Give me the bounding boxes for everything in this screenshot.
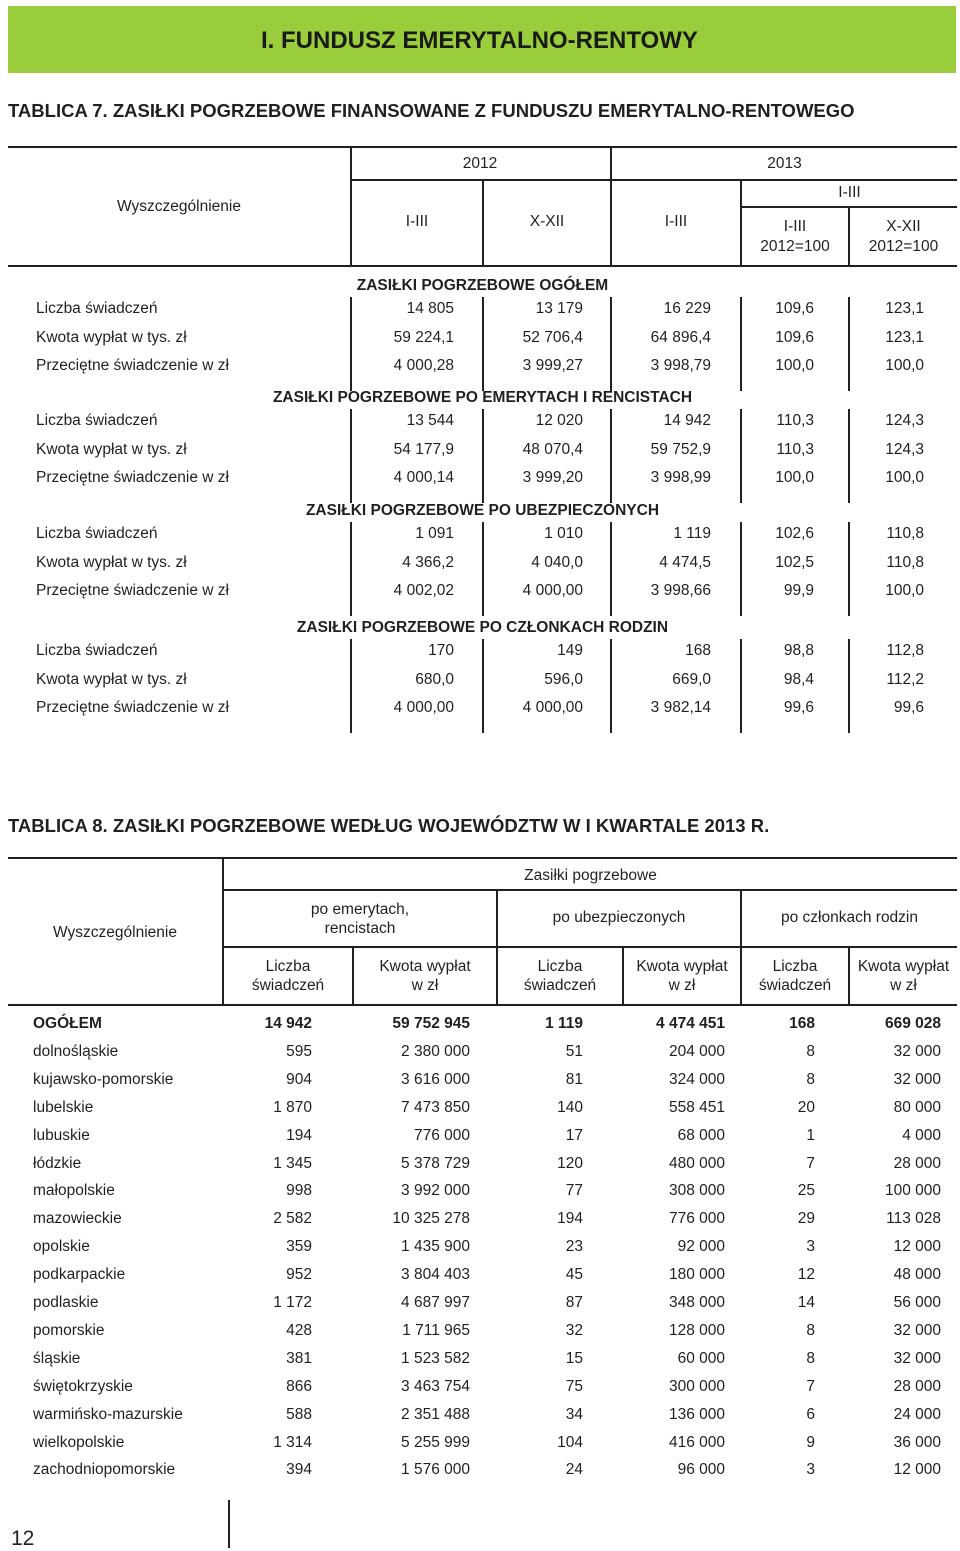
table8-cell: 7 bbox=[806, 1154, 815, 1172]
table8-cell: 87 bbox=[565, 1294, 583, 1311]
table8-row-label: podlaskie bbox=[33, 1294, 99, 1311]
table8-cell: 45 bbox=[565, 1266, 583, 1284]
table7-cell: 12 020 bbox=[535, 412, 583, 429]
table8-cell: 1 576 000 bbox=[401, 1461, 470, 1479]
table8-row-label: mazowieckie bbox=[33, 1210, 122, 1228]
table7-section-title: ZASIŁKI POGRZEBOWE PO CZŁONKACH RODZIN bbox=[296, 619, 669, 636]
table8-cell: 324 000 bbox=[668, 1070, 725, 1088]
table7-column-divider bbox=[482, 639, 484, 733]
table7-top-rule bbox=[8, 146, 957, 148]
table7-column-divider bbox=[740, 639, 742, 733]
table8-cell: 5 378 729 bbox=[401, 1154, 470, 1172]
table7-cell: 3 982,14 bbox=[650, 699, 711, 716]
table7-column-divider bbox=[848, 409, 850, 503]
table7-cell: 3 998,66 bbox=[650, 582, 711, 599]
table7-row-label: Kwota wypłat w tys. zł bbox=[36, 553, 187, 571]
table8-sub-amount-3a: Kwota wypłat bbox=[857, 958, 950, 975]
table7-row-label: Liczba świadczeń bbox=[36, 300, 158, 317]
table7-column-divider bbox=[482, 297, 484, 391]
table8-cell: 68 000 bbox=[677, 1126, 725, 1144]
table7-column-divider bbox=[848, 639, 850, 733]
table7-column-divider bbox=[350, 297, 352, 391]
table8-sub-amount-3b: w zł bbox=[890, 977, 917, 994]
table8-cell: 1 119 bbox=[545, 1015, 583, 1032]
table8-cell: 998 bbox=[286, 1182, 312, 1200]
table7-cell: 100,0 bbox=[885, 357, 924, 374]
table8-cell: 381 bbox=[286, 1349, 312, 1367]
table8-cell: 32 000 bbox=[893, 1070, 941, 1088]
table8-cell: 588 bbox=[286, 1405, 312, 1423]
table8-header-bottom-rule bbox=[8, 1004, 957, 1006]
table8-cell: 7 bbox=[806, 1377, 815, 1395]
table8-cell: 81 bbox=[565, 1070, 583, 1088]
table8-cell: 120 bbox=[557, 1154, 583, 1172]
table7-section-title: ZASIŁKI POGRZEBOWE PO EMERYTACH I RENCISTACH bbox=[272, 389, 693, 406]
table8-cell: 100 000 bbox=[884, 1182, 941, 1200]
table8-row-label: podkarpackie bbox=[33, 1266, 126, 1284]
table8-cell: 92 000 bbox=[677, 1238, 725, 1256]
table8-cell: 15 bbox=[565, 1349, 583, 1367]
table7-cell: 3 998,79 bbox=[650, 357, 711, 374]
table7-cell: 14 805 bbox=[406, 300, 454, 317]
table7-cell: 149 bbox=[557, 642, 583, 659]
table8-cell: 4 474 451 bbox=[656, 1015, 725, 1032]
table8-cell: 17 bbox=[565, 1126, 583, 1144]
table8-cell: 1 bbox=[806, 1126, 815, 1144]
table8-row-label: lubuskie bbox=[33, 1126, 90, 1144]
table8-cell: 80 000 bbox=[893, 1098, 941, 1116]
table8-cell: 194 bbox=[286, 1126, 312, 1144]
table7-cell: 112,2 bbox=[886, 670, 924, 688]
table8-cell: 59 752 945 bbox=[392, 1015, 470, 1032]
table7-col-x-xii-2012: X-XII bbox=[529, 213, 565, 230]
table7-column-divider bbox=[350, 409, 352, 503]
table7-column-divider bbox=[610, 409, 612, 503]
table7-cell: 14 942 bbox=[663, 412, 711, 429]
table8-group-retirees-line1: po emerytach, bbox=[310, 901, 410, 918]
table7-column-divider bbox=[740, 409, 742, 503]
table7-column-divider bbox=[848, 522, 850, 616]
page-number-box bbox=[8, 1500, 230, 1548]
table8-cell: 29 bbox=[797, 1210, 815, 1228]
table8-cell: 480 000 bbox=[668, 1154, 725, 1172]
table8-cell: 23 bbox=[565, 1238, 583, 1256]
table7-cell: 99,9 bbox=[783, 582, 814, 599]
table8-cell: 204 000 bbox=[668, 1042, 725, 1060]
table8-cell: 952 bbox=[286, 1266, 312, 1284]
table8-cell: 3 992 000 bbox=[401, 1182, 470, 1200]
table7-cell: 102,6 bbox=[775, 525, 814, 542]
table8-cell: 904 bbox=[286, 1070, 312, 1088]
table7-cell: 1 010 bbox=[544, 525, 583, 542]
table7-column-divider bbox=[740, 297, 742, 391]
table7-col-index-x-xii-base: 2012=100 bbox=[868, 238, 939, 255]
table7-cell: 13 179 bbox=[535, 300, 583, 317]
table8-row-label: pomorskie bbox=[33, 1321, 105, 1339]
table8-cell: 428 bbox=[286, 1321, 312, 1339]
table8-cell: 866 bbox=[286, 1377, 312, 1395]
table8-group-title: Zasiłki pogrzebowe bbox=[524, 867, 657, 884]
table8-row-label: warmińsko-mazurskie bbox=[33, 1405, 183, 1423]
table7-cell: 3 999,27 bbox=[522, 357, 583, 374]
table7-cell: 110,3 bbox=[776, 440, 814, 458]
table8-sub-count-1b: świadczeń bbox=[251, 977, 325, 994]
table7-cell: 4 000,28 bbox=[393, 357, 454, 374]
table8-cell: 20 bbox=[797, 1098, 815, 1116]
table8-title: TABLICA 8. ZASIŁKI POGRZEBOWE WEDŁUG WOJEWÓDZTW W I KWARTALE 2013 R. bbox=[8, 815, 770, 836]
table8-cell: 28 000 bbox=[893, 1377, 941, 1395]
table8-cell: 32 000 bbox=[893, 1321, 941, 1339]
table8-cell: 12 bbox=[797, 1266, 815, 1284]
table8-row-label: OGÓŁEM bbox=[33, 1015, 102, 1032]
table7-row-label: Przeciętne świadczenie w zł bbox=[36, 699, 229, 716]
table7-cell: 109,6 bbox=[775, 328, 814, 346]
table8-cell: 168 bbox=[789, 1015, 815, 1032]
table8-sub-count-1a: Liczba bbox=[265, 958, 311, 975]
table7-column-divider bbox=[610, 522, 612, 616]
table8-cell: 32 bbox=[565, 1321, 583, 1339]
table7-cell: 48 070,4 bbox=[522, 440, 583, 458]
table7-cell: 4 000,00 bbox=[522, 582, 583, 599]
table8-cell: 96 000 bbox=[677, 1461, 725, 1479]
table7-col-i-iii-2013: I-III bbox=[664, 213, 688, 230]
table8-cell: 776 000 bbox=[413, 1126, 470, 1144]
table7-cell: 123,1 bbox=[885, 328, 924, 346]
table7-cell: 110,8 bbox=[886, 553, 924, 571]
table8-cell: 32 000 bbox=[893, 1349, 941, 1367]
table8-group-family: po członkach rodzin bbox=[781, 909, 918, 926]
table8-cell: 32 000 bbox=[893, 1042, 941, 1060]
table7-cell: 1 119 bbox=[673, 525, 711, 542]
table8-cell: 348 000 bbox=[668, 1294, 725, 1311]
table8-cell: 51 bbox=[565, 1042, 583, 1060]
table7-section-title: ZASIŁKI POGRZEBOWE PO UBEZPIECZONYCH bbox=[305, 502, 660, 519]
table8-cell: 60 000 bbox=[677, 1349, 725, 1367]
table8-cell: 669 028 bbox=[884, 1015, 941, 1032]
table8-cell: 1 870 bbox=[273, 1098, 312, 1116]
table7-cell: 112,8 bbox=[886, 642, 924, 659]
table7-cell: 3 999,20 bbox=[522, 469, 583, 486]
table8-row-label: dolnośląskie bbox=[33, 1042, 119, 1060]
table8-cell: 75 bbox=[565, 1377, 583, 1395]
table7-cell: 110,8 bbox=[886, 525, 924, 542]
table8-row-label: małopolskie bbox=[33, 1182, 115, 1200]
table7-column-divider bbox=[350, 639, 352, 733]
chapter-title: I. FUNDUSZ EMERYTALNO-RENTOWY bbox=[261, 27, 698, 54]
table7-cell: 16 229 bbox=[663, 300, 711, 317]
table8-sub-count-3a: Liczba bbox=[772, 958, 818, 975]
table8-sub-amount-2b: w zł bbox=[668, 977, 696, 994]
table7-cell: 13 544 bbox=[406, 412, 454, 429]
table7-cell: 170 bbox=[428, 642, 454, 659]
table8-cell: 3 bbox=[806, 1461, 815, 1479]
table7-row-label: Kwota wypłat w tys. zł bbox=[36, 670, 187, 688]
table7-row-label: Kwota wypłat w tys. zł bbox=[36, 328, 187, 346]
table7-column-divider bbox=[482, 409, 484, 503]
table7-cell: 124,3 bbox=[885, 412, 924, 429]
table8-cell: 308 000 bbox=[668, 1182, 725, 1200]
table8-cell: 14 bbox=[797, 1294, 815, 1311]
table8-cell: 77 bbox=[565, 1182, 583, 1200]
table7-title: TABLICA 7. ZASIŁKI POGRZEBOWE FINANSOWANE Z FUNDUSZU EMERYTALNO-RENTOWEGO bbox=[8, 100, 855, 121]
table8-row-label: łódzkie bbox=[33, 1154, 82, 1172]
table7-cell: 100,0 bbox=[775, 469, 814, 486]
table7-cell: 99,6 bbox=[893, 699, 924, 716]
table8-cell: 6 bbox=[806, 1405, 815, 1423]
table8-top-rule bbox=[8, 857, 957, 859]
table8-cell: 416 000 bbox=[668, 1433, 725, 1451]
table7-column-divider bbox=[610, 297, 612, 391]
table7-cell: 64 896,4 bbox=[650, 328, 711, 346]
table8-cell: 1 711 965 bbox=[402, 1321, 470, 1339]
table7-row-label: Przeciętne świadczenie w zł bbox=[36, 469, 229, 486]
table7-cell: 102,5 bbox=[775, 553, 814, 571]
table8-cell: 56 000 bbox=[893, 1294, 941, 1311]
table7-year-2012: 2012 bbox=[462, 155, 498, 172]
table7-column-divider bbox=[610, 639, 612, 733]
table8-cell: 14 942 bbox=[264, 1015, 312, 1032]
table8-row-label: zachodniopomorskie bbox=[33, 1461, 176, 1479]
table7-cell: 168 bbox=[685, 642, 711, 659]
table8-cell: 36 000 bbox=[893, 1433, 941, 1451]
table8-cell: 3 bbox=[806, 1238, 815, 1256]
table8-cell: 1 314 bbox=[273, 1433, 312, 1451]
table7-column-divider bbox=[848, 297, 850, 391]
table8-group-retirees-line2: rencistach bbox=[324, 920, 396, 937]
table7-cell: 100,0 bbox=[885, 469, 924, 486]
table7-cell: 4 000,14 bbox=[393, 469, 454, 486]
table8-cell: 1 345 bbox=[273, 1154, 312, 1172]
table7-cell: 109,6 bbox=[775, 300, 814, 317]
table7-row-label: Przeciętne świadczenie w zł bbox=[36, 357, 229, 374]
table7-cell: 3 998,99 bbox=[650, 469, 711, 486]
table8-sub-count-3b: świadczeń bbox=[758, 977, 832, 994]
table8-cell: 12 000 bbox=[893, 1238, 941, 1256]
table8-cell: 24 000 bbox=[893, 1405, 941, 1423]
table8-cell: 3 463 754 bbox=[401, 1377, 470, 1395]
table7-cell: 4 000,00 bbox=[393, 699, 454, 716]
table8-sub-amount-1b: w zł bbox=[411, 977, 439, 994]
table7-row-label: Przeciętne świadczenie w zł bbox=[36, 582, 229, 599]
table8-cell: 8 bbox=[806, 1070, 815, 1088]
table7-row-label: Liczba świadczeń bbox=[36, 642, 158, 659]
table8-cell: 136 000 bbox=[668, 1405, 725, 1423]
table7-year-2013: 2013 bbox=[767, 155, 802, 172]
table7-cell: 52 706,4 bbox=[522, 328, 583, 346]
table7-col-label: Wyszczególnienie bbox=[117, 198, 241, 215]
table7-cell: 4 366,2 bbox=[402, 553, 454, 571]
table8-cell: 24 bbox=[565, 1461, 583, 1479]
table7-cell: 124,3 bbox=[885, 440, 924, 458]
table7-group-i-iii: I-III bbox=[838, 184, 861, 201]
table7-column-divider bbox=[350, 522, 352, 616]
table8-cell: 5 255 999 bbox=[401, 1433, 470, 1451]
table7-cell: 100,0 bbox=[885, 582, 924, 599]
table8-cell: 300 000 bbox=[668, 1377, 725, 1395]
table7-cell: 596,0 bbox=[544, 670, 583, 688]
table7-cell: 59 752,9 bbox=[650, 440, 711, 458]
table7-cell: 4 002,02 bbox=[393, 582, 454, 599]
table7-cell: 680,0 bbox=[415, 670, 454, 688]
table7-cell: 669,0 bbox=[672, 670, 711, 688]
table8-row-label: kujawsko-pomorskie bbox=[33, 1070, 174, 1088]
table8-cell: 8 bbox=[806, 1349, 815, 1367]
table7-row-label: Kwota wypłat w tys. zł bbox=[36, 440, 187, 458]
table7-cell: 98,8 bbox=[783, 642, 814, 659]
table8-cell: 12 000 bbox=[893, 1461, 941, 1479]
table8-cell: 140 bbox=[557, 1098, 583, 1116]
table8-cell: 2 380 000 bbox=[401, 1042, 470, 1060]
table8-cell: 113 028 bbox=[886, 1210, 941, 1228]
table8-cell: 128 000 bbox=[668, 1321, 725, 1339]
table8-cell: 25 bbox=[797, 1182, 815, 1200]
table8-cell: 8 bbox=[806, 1042, 815, 1060]
table8-cell: 180 000 bbox=[668, 1266, 725, 1284]
table7-cell: 4 000,00 bbox=[522, 699, 583, 716]
table8-cell: 1 523 582 bbox=[401, 1349, 470, 1367]
table7-column-divider bbox=[482, 522, 484, 616]
table8-cell: 9 bbox=[806, 1433, 815, 1451]
table8-sub-count-2b: świadczeń bbox=[523, 977, 597, 994]
table7-row-label: Liczba świadczeń bbox=[36, 412, 158, 429]
table8-cell: 3 616 000 bbox=[401, 1070, 470, 1088]
table7-cell: 4 474,5 bbox=[659, 553, 711, 571]
table8-sub-amount-2a: Kwota wypłat bbox=[636, 958, 728, 975]
table7-cell: 110,3 bbox=[776, 412, 814, 429]
table8-cell: 1 435 900 bbox=[401, 1238, 470, 1256]
table7-col-index-i-iii: I-III bbox=[783, 218, 807, 235]
table7-cell: 123,1 bbox=[885, 300, 924, 317]
table8-cell: 104 bbox=[557, 1433, 583, 1451]
table8-cell: 4 687 997 bbox=[401, 1294, 470, 1311]
table8-cell: 194 bbox=[557, 1210, 583, 1228]
table7-year-rule bbox=[350, 179, 957, 181]
table7-cell: 98,4 bbox=[783, 670, 814, 688]
table8-group-rule bbox=[222, 889, 957, 891]
table7-cell: 54 177,9 bbox=[393, 440, 454, 458]
table8-sub-amount-1a: Kwota wypłat bbox=[379, 958, 471, 975]
table8-cell: 7 473 850 bbox=[401, 1098, 470, 1116]
table8-sub-count-2a: Liczba bbox=[537, 958, 583, 975]
table8-cell: 8 bbox=[806, 1321, 815, 1339]
table8-cell: 394 bbox=[286, 1461, 312, 1479]
table7-cell: 100,0 bbox=[775, 357, 814, 374]
table8-cell: 48 000 bbox=[893, 1266, 941, 1284]
table8-cell: 558 451 bbox=[668, 1098, 725, 1116]
table8-cell: 595 bbox=[286, 1042, 312, 1060]
table8-row-label: wielkopolskie bbox=[33, 1433, 125, 1451]
table8-group-insured: po ubezpieczonych bbox=[552, 909, 686, 926]
table7-cell: 99,6 bbox=[783, 699, 814, 716]
table8-subgroup-rule bbox=[222, 946, 957, 948]
table7-section-title: ZASIŁKI POGRZEBOWE OGÓŁEM bbox=[356, 277, 609, 294]
table7-col-index-i-iii-base: 2012=100 bbox=[760, 238, 830, 255]
table8-cell: 10 325 278 bbox=[392, 1210, 470, 1228]
table8-col-label: Wyszczególnienie bbox=[53, 924, 177, 941]
table8-cell: 28 000 bbox=[893, 1154, 941, 1172]
table7-cell: 59 224,1 bbox=[393, 328, 454, 346]
table7-column-divider bbox=[740, 522, 742, 616]
table8-cell: 2 582 bbox=[273, 1210, 312, 1228]
table8-row-label: lubelskie bbox=[33, 1098, 94, 1116]
table8-row-label: świętokrzyskie bbox=[33, 1377, 133, 1395]
table8-cell: 4 000 bbox=[902, 1126, 941, 1144]
page-number: 12 bbox=[11, 1527, 35, 1550]
table8-cell: 359 bbox=[286, 1238, 312, 1256]
table8-cell: 1 172 bbox=[273, 1294, 312, 1311]
table7-col-index-x-xii: X-XII bbox=[886, 218, 921, 235]
table8-cell: 776 000 bbox=[668, 1210, 725, 1228]
table8-cell: 34 bbox=[565, 1405, 583, 1423]
table7-cell: 4 040,0 bbox=[531, 553, 583, 571]
table7-cell: 1 091 bbox=[415, 525, 454, 542]
table7-row-label: Liczba świadczeń bbox=[36, 525, 158, 542]
table8-cell: 3 804 403 bbox=[401, 1266, 470, 1284]
table8-row-label: śląskie bbox=[33, 1349, 81, 1367]
table8-row-label: opolskie bbox=[33, 1238, 90, 1256]
table7-col-i-iii-2012: I-III bbox=[405, 213, 429, 230]
table8-cell: 2 351 488 bbox=[401, 1405, 470, 1423]
